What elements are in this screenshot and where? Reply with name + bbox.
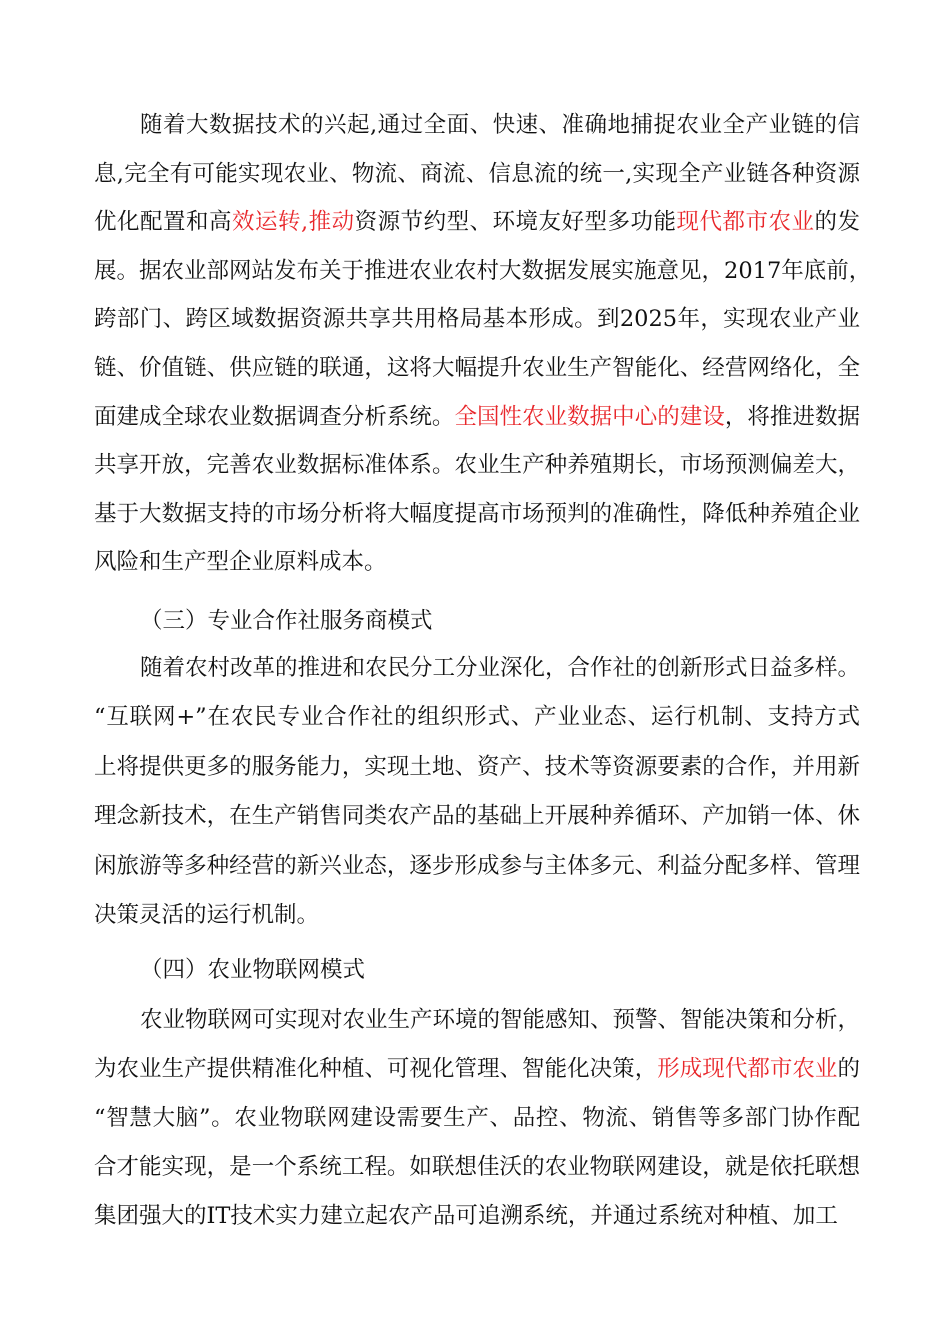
highlighted-text: 全国性农业数据中心的建设 (454, 403, 725, 430)
p1-line-3 (94, 202, 860, 242)
p1-line-9 (94, 494, 860, 534)
p3-line-3 (94, 1098, 860, 1138)
p1-line-4 (94, 251, 872, 291)
text-run: 理念新技术，在生产销售同类农产品的基础上开展种养循环、产加销一体、休 (94, 803, 860, 830)
text-run: “智慧大脑”。农业物联网建设需要生产、品控、物流、销售等多部门协作配 (94, 1105, 860, 1131)
p2-line-3 (94, 747, 860, 787)
p1-line-5 (94, 299, 860, 339)
section-heading-4: （四）农业物联网模式 (140, 957, 366, 983)
text-run: 基于大数据支持的市场分析将大幅度提高市场预判的准确性，降低种养殖企业 (94, 500, 860, 527)
text-run: 随着农村改革的推进和农民分工分业深化，合作社的创新形式日益多样。 (140, 655, 861, 681)
p1-line-2 (94, 154, 860, 194)
p2-line-5 (94, 846, 860, 886)
text-run: 闲旅游等多种经营的新兴业态，逐步形成参与主体多元、利益分配多样、管理 (94, 852, 860, 879)
p1-line-7 (94, 397, 860, 437)
p1-line-6 (94, 348, 860, 388)
text-run: 面建成全球农业数据调查分析系统。 (94, 403, 455, 430)
p3-line-2 (94, 1049, 860, 1089)
text-run: “互联网+”在农民专业合作社的组织形式、产业业态、运行机制、支持方式 (94, 704, 860, 731)
text-run: 集团强大的IT技术实力建立起农产品可追溯系统，并通过系统对种植、加工 (94, 1203, 838, 1229)
text-run: 随着大数据技术的兴起,通过全面、快速、准确地捕捉农业全产业链的信 (140, 112, 860, 138)
text-run: 息,完全有可能实现农业、物流、商流、信息流的统一,实现全产业链各种资源 (94, 160, 860, 187)
p3-line-5 (94, 1196, 860, 1236)
p1-line-8 (94, 445, 860, 485)
p3-line-1 (140, 1000, 860, 1040)
text-run: 上将提供更多的服务能力，实现土地、资产、技术等资源要素的合作，并用新 (94, 753, 860, 780)
text-run: 决策灵活的运行机制。 (94, 902, 320, 928)
text-run: 跨部门、跨区域数据资源共享共用格局基本形成。到2025年，实现农业产业 (94, 306, 860, 333)
p1-line-10 (94, 542, 860, 582)
highlighted-text: 现代都市农业 (676, 209, 815, 236)
text-run: 为农业生产提供精准化种植、可视化管理、智能化决策， (94, 1056, 658, 1082)
p3-line-4 (94, 1147, 860, 1187)
highlighted-text: 效运转,推动 (231, 209, 355, 236)
p2-line-6 (94, 895, 860, 935)
text-run: 优化配置和高 (94, 209, 232, 236)
highlighted-text: 形成现代都市农业 (657, 1056, 838, 1082)
text-run: 资源节约型、环境友好型多功能 (354, 209, 677, 236)
p2-line-1 (140, 648, 860, 688)
p2-line-4 (94, 796, 860, 836)
text-run: 的 (837, 1056, 860, 1082)
p1-line-1 (140, 105, 860, 145)
p2-line-2 (94, 697, 860, 737)
text-run: 风险和生产型企业原料成本。 (94, 549, 387, 576)
text-run: 合才能实现，是一个系统工程。如联想佳沃的农业物联网建设，就是依托联想 (94, 1154, 860, 1180)
text-run: 农业物联网可实现对农业生产环境的智能感知、预警、智能决策和分析， (140, 1007, 861, 1033)
text-run: 共享开放，完善农业数据标准体系。农业生产种养殖期长，市场预测偏差大， (94, 452, 860, 479)
text-run: 的发 (814, 209, 860, 236)
text-run: ，将推进数据 (724, 403, 860, 430)
text-run: 链、价值链、供应链的联通，这将大幅提升农业生产智能化、经营网络化，全 (94, 355, 860, 381)
text-run: 展。据农业部网站发布关于推进农业农村大数据发展实施意见，2017年底前， (94, 257, 872, 284)
section-heading-3: （三）专业合作社服务商模式 (140, 608, 433, 634)
